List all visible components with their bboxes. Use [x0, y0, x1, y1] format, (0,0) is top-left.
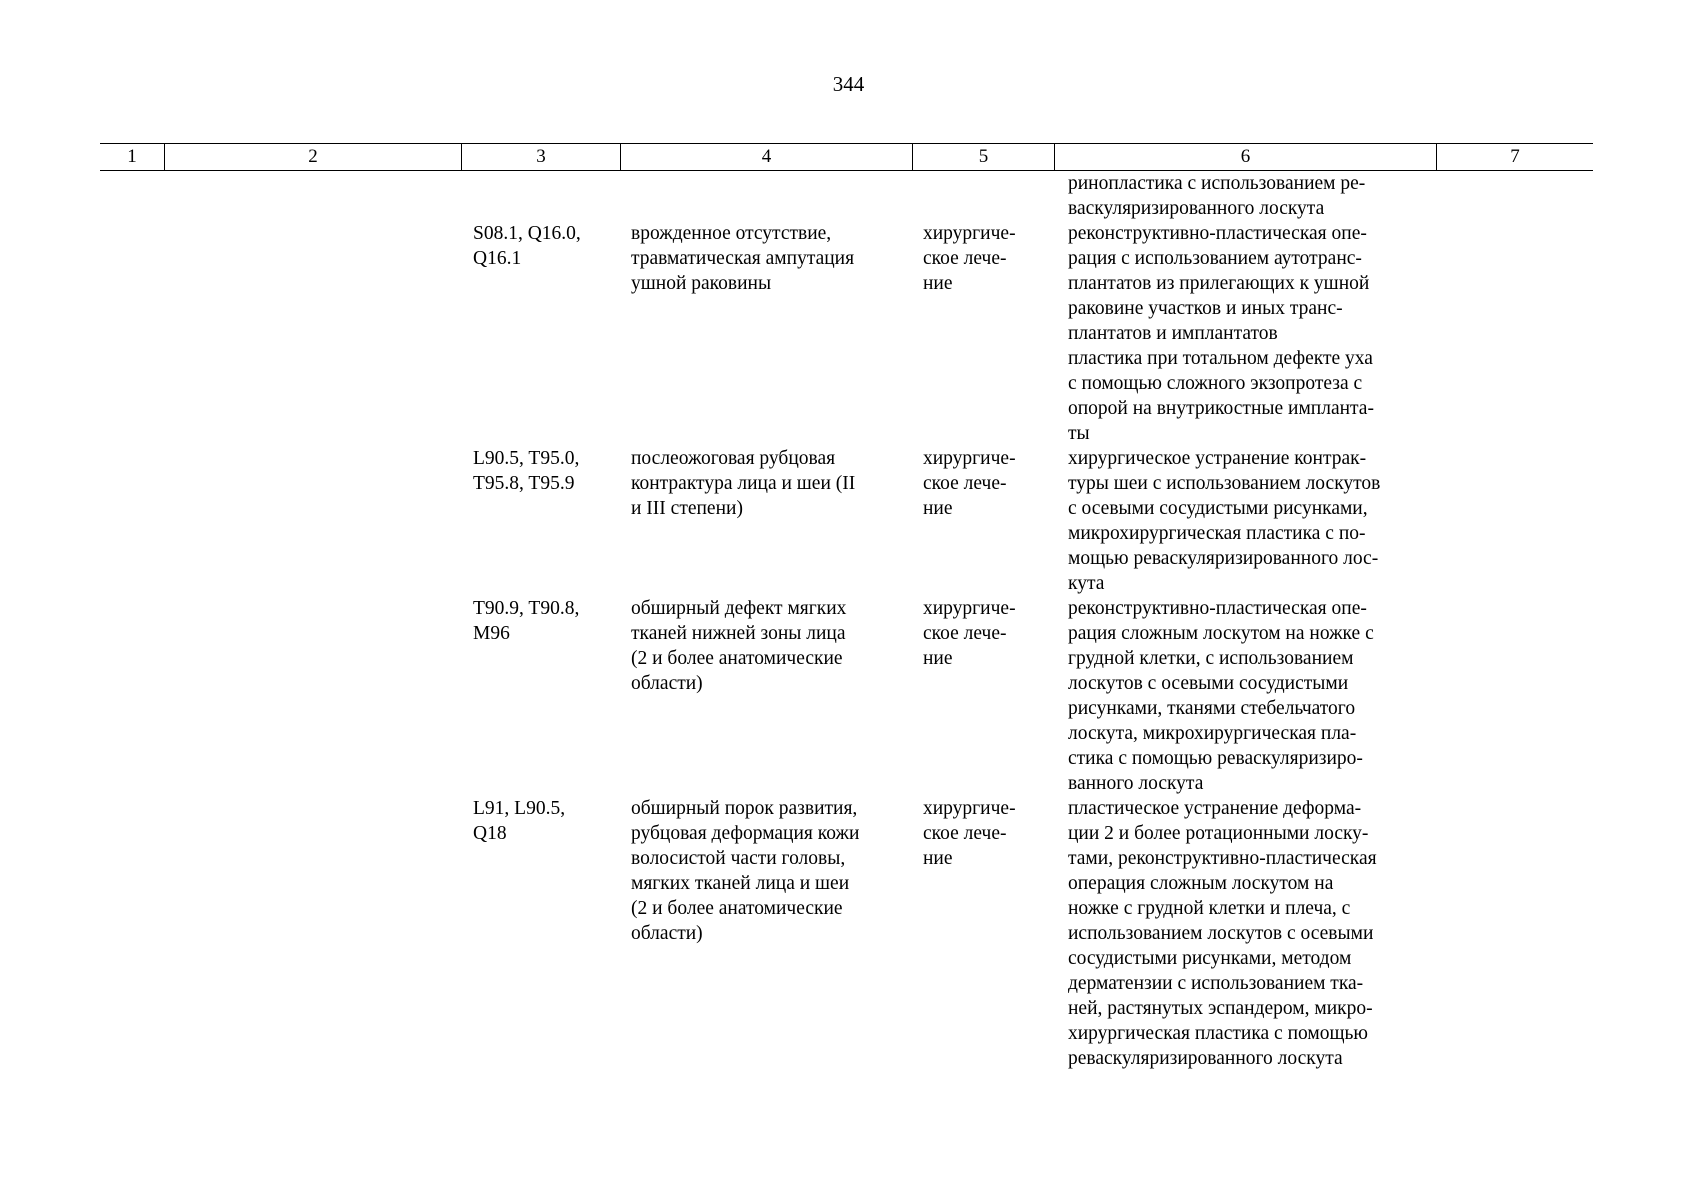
column-header-1: 1	[100, 144, 165, 170]
table-header-row	[100, 143, 1593, 171]
column-header-3: 3	[462, 144, 621, 170]
method-cell: реконструктивно-пластическая опе- рация сложным лоскутом на ножке с грудной клетки, с использованием лоскутов с осевыми сосудистыми рисунками, тканями стебельчатого лоскута, микрохирургическая пла- стика с помощью реваскуляризиро- ванного лоскута	[1068, 598, 1374, 794]
treatment-type-cell: хирургиче- ское лече- ние	[923, 598, 1016, 669]
page-number: 344	[832, 72, 865, 96]
column-header-5: 5	[913, 144, 1055, 170]
diagnosis-cell: обширный дефект мягких тканей нижней зоны лица (2 и более анатомические области)	[631, 598, 847, 694]
diagnosis-cell: врожденное отсутствие, травматическая ампутация ушной раковины	[631, 223, 855, 294]
column-header-4: 4	[621, 144, 913, 170]
method-cell: хирургическое устранение контрак- туры шеи с использованием лоскутов с осевыми сосудистыми рисунками, микрохирургическая пластика с по- мощью реваскуляризированного лос- кута	[1068, 448, 1381, 594]
icd-codes-cell: L91, L90.5, Q18	[473, 798, 566, 844]
icd-codes-cell: T90.9, T90.8, M96	[473, 598, 580, 644]
column-header-7: 7	[1510, 146, 1520, 167]
icd-codes-cell: S08.1, Q16.0, Q16.1	[473, 223, 581, 269]
method-cell: реконструктивно-пластическая опе- рация с использованием аутотранс- плантатов из прилегающих к ушной раковине участков и иных транс- плантатов и имплантатов пластика при тотальном дефекте уха с помощью сложного экзопротеза с опорой на внутрикостные импланта- ты	[1068, 223, 1374, 444]
treatment-type-cell: хирургиче- ское лече- ние	[923, 448, 1016, 519]
method-cell: ринопластика с использованием ре- васкуляризированного лоскута	[1068, 173, 1366, 219]
diagnosis-cell: послеожоговая рубцовая контрактура лица и шеи (II и III степени)	[631, 448, 856, 519]
diagnosis-cell: обширный порок развития, рубцовая деформация кожи волосистой части головы, мягких тканей лица и шеи (2 и более анатомические области)	[631, 798, 860, 944]
icd-codes-cell: L90.5, T95.0, T95.8, T95.9	[473, 448, 580, 494]
treatment-type-cell: хирургиче- ское лече- ние	[923, 798, 1016, 869]
column-header-6: 6	[1055, 144, 1437, 170]
method-cell: пластическое устранение деформа- ции 2 и более ротационными лоску- тами, реконструктивно-пластическая операция сложным лоскутом на ножке с грудной клетки и плеча, с использованием лоскутов с осевыми сосудистыми рисунками, методом дерматензии с использованием тка- ней, растянутых эспандером, микро- хирургическая пластика с помощью реваскуляризированного лоскута	[1068, 798, 1377, 1069]
column-header-2: 2	[165, 144, 462, 170]
treatment-type-cell: хирургиче- ское лече- ние	[923, 223, 1016, 294]
